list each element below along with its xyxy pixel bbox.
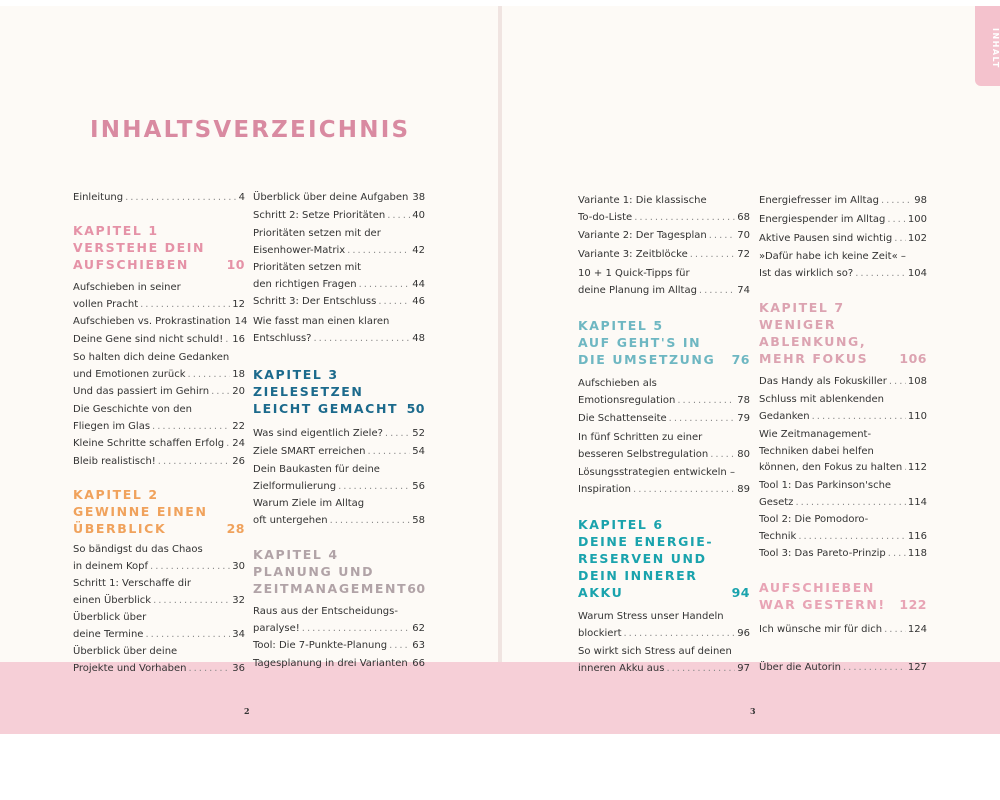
- entry-page: 16: [232, 334, 245, 345]
- entry-page: 114: [907, 496, 927, 508]
- toc-entry: [759, 478, 927, 511]
- entry-title-cont: Fliegen im Glas: [73, 420, 151, 432]
- toc-entry: [578, 644, 750, 677]
- toc-heading: INHALTSVERZEICHNIS: [90, 117, 411, 143]
- toc-entry: [578, 430, 750, 463]
- chapter-page: 28: [226, 521, 245, 536]
- toc-entry: [253, 496, 425, 529]
- toc-entry: [759, 622, 927, 639]
- chapter-page: 60: [407, 581, 426, 596]
- toc-entry: [73, 542, 245, 575]
- chapter-line: AUF GEHT'S IN: [578, 335, 702, 350]
- entry-page: 14: [234, 316, 248, 327]
- dot-leader: [150, 559, 230, 576]
- chapter-heading: [253, 546, 425, 597]
- chapter-line: DEIN INNERER: [578, 568, 698, 583]
- chapter-heading: [73, 486, 245, 537]
- entry-title-cont: Techniken dabei helfen: [759, 445, 874, 457]
- entry-title-cont: besseren Selbstregulation: [578, 448, 709, 460]
- entry-title: Überblick über: [73, 612, 147, 623]
- dot-leader: [894, 231, 906, 248]
- entry-title: Variante 3: Zeitblöcke: [578, 249, 688, 260]
- entry-page: 4: [238, 192, 245, 203]
- side-tab-label: INHALT: [991, 27, 1000, 69]
- entry-title: Wie Zeitmanagement-: [759, 429, 872, 440]
- dot-leader: [904, 460, 906, 477]
- chapter-line: AUFSCHIEBEN: [73, 257, 189, 272]
- entry-page: 102: [907, 233, 927, 244]
- entry-title: Kleine Schritte schaffen Erfolg: [73, 438, 225, 449]
- entry-title: Schritt 3: Der Entschluss: [253, 296, 377, 307]
- entry-page: 112: [907, 462, 927, 473]
- entry-title: Lösungsstrategien entwickeln –: [578, 467, 735, 478]
- entry-title: Aufschieben in seiner: [73, 282, 181, 293]
- entry-title-cont: paralyse!: [253, 622, 300, 634]
- entry-title: So halten dich deine Gedanken: [73, 352, 230, 363]
- entry-page: 70: [737, 230, 750, 241]
- entry-page: 26: [232, 456, 245, 467]
- entry-page: 62: [412, 622, 425, 634]
- entry-title: Deine Gene sind nicht schuld!: [73, 334, 224, 345]
- dot-leader: [795, 495, 905, 512]
- entry-title-cont: Ist das wirklich so?: [759, 267, 854, 279]
- entry-title: Das Handy als Fokuskiller: [759, 376, 887, 387]
- entry-page: 108: [907, 376, 927, 387]
- dot-leader: [188, 367, 231, 384]
- entry-page: 24: [232, 438, 245, 449]
- toc-entry: [578, 411, 750, 428]
- entry-title: Dein Baukasten für deine: [253, 464, 380, 475]
- entry-title: In fünf Schritten zu einer: [578, 432, 703, 443]
- chapter-page: 10: [226, 257, 245, 272]
- chapter-page: 50: [406, 401, 425, 416]
- entry-title: Tool: Die 7-Punkte-Planung: [253, 640, 388, 651]
- entry-title-cont: und Emotionen zurück: [73, 368, 186, 380]
- toc-entry: [759, 546, 927, 563]
- toc-entry: [73, 280, 245, 313]
- entry-page: 34: [232, 628, 245, 640]
- dot-leader: [338, 479, 410, 496]
- entry-title-cont: Emotionsregulation: [578, 394, 676, 406]
- entry-page: 118: [907, 548, 927, 559]
- entry-title-cont: oft untergehen: [253, 514, 328, 526]
- dot-leader: [211, 384, 230, 401]
- entry-title: Schluss mit ablenkenden: [759, 394, 885, 405]
- toc-entry: [759, 427, 927, 477]
- chapter-page: 94: [731, 585, 750, 600]
- entry-title-cont: Gedanken: [759, 410, 810, 422]
- entry-title-cont: vollen Pracht: [73, 298, 139, 310]
- entry-title-cont: Projekte und Vorhaben: [73, 662, 187, 674]
- toc-entry: [73, 350, 245, 383]
- chapter-line: AKKU: [578, 585, 624, 600]
- toc-entry: [578, 193, 750, 226]
- entry-title: Schritt 1: Verschaffe dir: [73, 578, 191, 589]
- dot-leader: [125, 190, 237, 207]
- entry-title: Überblick über deine: [73, 646, 178, 657]
- chapter-heading: [578, 317, 750, 368]
- dot-leader: [302, 621, 410, 638]
- entry-title: Ich wünsche mir für dich: [759, 624, 883, 635]
- chapter-page: 106: [899, 351, 927, 366]
- dot-leader: [889, 374, 906, 391]
- entry-title-cont: Technik: [759, 530, 797, 542]
- entry-page: 52: [412, 428, 425, 439]
- entry-title-cont: Zielformulierung: [253, 480, 337, 492]
- chapter-line: ZIELESETZEN: [253, 384, 364, 399]
- toc-entry: [73, 384, 245, 401]
- entry-page: 42: [412, 244, 425, 256]
- chapter-line: KAPITEL 6: [578, 517, 664, 532]
- entry-title-cont: deine Termine: [73, 628, 144, 640]
- entry-page: 66: [412, 658, 425, 669]
- toc-entry: [253, 426, 425, 443]
- entry-title: Ziele SMART erreichen: [253, 446, 366, 457]
- entry-page: 12: [232, 298, 245, 310]
- entry-page: 127: [907, 662, 927, 673]
- chapter-heading: [759, 299, 927, 367]
- dot-leader: [677, 393, 735, 410]
- entry-title: Aufschieben als: [578, 378, 657, 389]
- dot-leader: [330, 513, 411, 530]
- chapter-line: DEINE ENERGIE-: [578, 534, 714, 549]
- dot-leader: [666, 661, 735, 678]
- entry-title: Aktive Pausen sind wichtig: [759, 233, 893, 244]
- dot-leader: [313, 331, 410, 348]
- chapter-page: 122: [899, 597, 927, 612]
- entry-page: 104: [907, 267, 927, 279]
- dot-leader: [669, 411, 736, 428]
- chapter-line: KAPITEL 2: [73, 487, 159, 502]
- entry-page: 96: [737, 627, 750, 639]
- toc-entry: [253, 190, 425, 207]
- toc-entry: [73, 454, 245, 471]
- chapter-line: VERSTEHE DEIN: [73, 240, 206, 255]
- entry-title: Variante 2: Der Tagesplan: [578, 230, 707, 241]
- entry-title-cont: Eisenhower-Matrix: [253, 244, 346, 256]
- entry-page: 89: [737, 483, 750, 495]
- dot-leader: [690, 247, 736, 264]
- entry-page: 100: [907, 214, 927, 225]
- toc-entry: [253, 444, 425, 461]
- chapter-line: KAPITEL 4: [253, 547, 339, 562]
- dot-leader: [158, 454, 230, 471]
- entry-page: 36: [232, 662, 245, 674]
- entry-title: Und das passiert im Gehirn: [73, 386, 210, 397]
- entry-page: 18: [232, 368, 245, 380]
- toc-entry: [73, 436, 245, 453]
- entry-title: Warum Stress unser Handeln: [578, 611, 724, 622]
- entry-title: Bleib realistisch!: [73, 456, 156, 467]
- entry-title: Energiefresser im Alltag: [759, 195, 879, 206]
- chapter-line: AUFSCHIEBEN: [759, 580, 875, 595]
- dot-leader: [634, 210, 735, 227]
- entry-title: Tagesplanung in drei Varianten: [253, 658, 408, 669]
- chapter-page: 76: [731, 352, 750, 367]
- entry-page: 38: [412, 192, 426, 203]
- entry-title: Tool 1: Das Parkinson'sche: [759, 480, 892, 491]
- toc-entry: [759, 392, 927, 425]
- toc-entry: [759, 512, 927, 545]
- entry-title-cont: Inspiration: [578, 483, 632, 495]
- entry-title: Prioritäten setzen mit der: [253, 228, 381, 239]
- toc-entry: [759, 212, 927, 229]
- chapter-line: WAR GESTERN!: [759, 597, 886, 612]
- toc-entry: [759, 660, 927, 677]
- entry-title: So wirkt sich Stress auf deinen: [578, 646, 732, 657]
- toc-entry: [253, 656, 425, 673]
- side-tab: [975, 6, 1000, 86]
- entry-page: 40: [412, 210, 425, 221]
- entry-title: Tool 3: Das Pareto-Prinzip: [759, 548, 886, 559]
- chapter-line: WENIGER: [759, 317, 837, 332]
- entry-page: 44: [412, 278, 425, 290]
- chapter-line: RESERVEN UND: [578, 551, 707, 566]
- dot-leader: [888, 546, 906, 563]
- entry-page: 78: [737, 394, 750, 406]
- entry-title: Prioritäten setzen mit: [253, 262, 362, 273]
- dot-leader: [887, 212, 906, 229]
- toc-entry: [73, 402, 245, 435]
- entry-title-cont: in deinem Kopf: [73, 560, 149, 572]
- toc-entry: [73, 332, 245, 349]
- dot-leader: [385, 426, 410, 443]
- dot-leader: [710, 447, 735, 464]
- chapter-heading: [578, 516, 750, 601]
- entry-title: Warum Ziele im Alltag: [253, 498, 365, 509]
- toc-entry: [253, 604, 425, 637]
- entry-page: 46: [412, 296, 425, 307]
- chapter-line: MEHR FOKUS: [759, 351, 869, 366]
- chapter-line: ABLENKUNG,: [759, 334, 867, 349]
- chapter-line: DIE UMSETZUNG: [578, 352, 716, 367]
- entry-title-cont: einen Überblick: [73, 594, 152, 606]
- toc-entry: [253, 260, 425, 293]
- entry-title-cont: blockiert: [578, 627, 622, 639]
- entry-page: 22: [232, 420, 245, 432]
- entry-title: Wie fasst man einen klaren: [253, 316, 390, 327]
- toc-entry: [759, 249, 927, 282]
- dot-leader: [367, 444, 410, 461]
- toc-entry: [253, 638, 425, 655]
- entry-title: So bändigst du das Chaos: [73, 544, 203, 555]
- entry-page: 58: [412, 514, 425, 526]
- toc-entry: [73, 190, 245, 207]
- dot-leader: [798, 529, 906, 546]
- toc-entry: [578, 266, 750, 299]
- entry-title: Überblick über deine Aufgaben: [253, 192, 409, 203]
- dot-leader: [881, 193, 912, 210]
- toc-entry: [578, 228, 750, 245]
- entry-title: »Dafür habe ich keine Zeit« –: [759, 251, 906, 262]
- entry-title-cont: inneren Akku aus: [578, 662, 665, 674]
- entry-title: Was sind eigentlich Ziele?: [253, 428, 383, 439]
- entry-page: 124: [907, 624, 927, 635]
- chapter-line: KAPITEL 7: [759, 300, 845, 315]
- entry-title-cont: To-do-Liste: [578, 211, 633, 223]
- chapter-line: GEWINNE EINEN: [73, 504, 208, 519]
- entry-title-cont: Gesetz: [759, 496, 794, 508]
- right-page-margin: [975, 6, 1000, 662]
- toc-entry: [73, 576, 245, 609]
- entry-title: Aufschieben vs. Prokrastination: [73, 316, 231, 327]
- toc-entry: [73, 644, 245, 677]
- chapter-line: PLANUNG UND: [253, 564, 375, 579]
- toc-entry: [578, 247, 750, 264]
- dot-leader: [884, 622, 906, 639]
- dot-leader: [226, 436, 230, 453]
- dot-leader: [699, 283, 735, 300]
- toc-entry: [253, 462, 425, 495]
- entry-page: 68: [737, 211, 750, 223]
- entry-page: 97: [737, 662, 750, 674]
- entry-title: Energiespender im Alltag: [759, 214, 886, 225]
- dot-leader: [624, 626, 736, 643]
- chapter-line: ÜBERBLICK: [73, 521, 167, 536]
- entry-page: 110: [907, 410, 927, 422]
- chapter-heading: [759, 579, 927, 613]
- entry-page: 48: [412, 332, 425, 344]
- chapter-line: KAPITEL 3: [253, 367, 339, 382]
- toc-entry: [578, 376, 750, 409]
- entry-title: Einleitung: [73, 192, 124, 203]
- dot-leader: [225, 332, 230, 349]
- entry-title: Über die Autorin: [759, 662, 842, 673]
- entry-title: Die Geschichte von den: [73, 404, 193, 415]
- entry-title: Tool 2: Die Pomodoro-: [759, 514, 869, 525]
- entry-page: 98: [914, 195, 927, 206]
- entry-title: 10 + 1 Quick-Tipps für: [578, 268, 690, 279]
- chapter-line: ZEITMANAGEMENT: [253, 581, 408, 596]
- entry-title-cont: deine Planung im Alltag: [578, 284, 697, 296]
- page-number-left: 2: [244, 706, 250, 716]
- dot-leader: [152, 419, 230, 436]
- dot-leader: [410, 656, 411, 673]
- dot-leader: [145, 627, 230, 644]
- dot-leader: [140, 297, 230, 314]
- entry-page: 72: [737, 249, 750, 260]
- chapter-heading: [73, 222, 245, 273]
- dot-leader: [709, 228, 736, 245]
- dot-leader: [812, 409, 906, 426]
- toc-entry: [578, 465, 750, 498]
- toc-entry: [578, 609, 750, 642]
- entry-page: 80: [737, 448, 750, 460]
- toc-entry: [253, 208, 425, 225]
- toc-entry: [253, 226, 425, 259]
- entry-title: Die Schattenseite: [578, 413, 667, 424]
- entry-page: 116: [907, 530, 927, 542]
- chapter-line: KAPITEL 5: [578, 318, 664, 333]
- entry-page: 74: [737, 284, 750, 296]
- dot-leader: [153, 593, 230, 610]
- dot-leader: [843, 660, 906, 677]
- toc-entry: [73, 314, 248, 331]
- entry-title-cont: Entschluss?: [253, 332, 312, 344]
- toc-entry: [759, 231, 927, 248]
- toc-entry: [759, 193, 927, 210]
- entry-page: 54: [412, 446, 425, 457]
- chapter-line: LEICHT GEMACHT: [253, 401, 399, 416]
- entry-page: 63: [412, 640, 425, 651]
- dot-leader: [855, 266, 906, 283]
- dot-leader: [387, 208, 410, 225]
- toc-entry: [253, 294, 425, 311]
- toc-entry: [73, 610, 245, 643]
- entry-page: 30: [232, 560, 245, 572]
- dot-leader: [347, 243, 410, 260]
- entry-title: Schritt 2: Setze Prioritäten: [253, 210, 386, 221]
- chapter-heading: [253, 366, 425, 417]
- toc-entry: [253, 314, 425, 347]
- dot-leader: [359, 277, 411, 294]
- chapter-line: KAPITEL 1: [73, 223, 159, 238]
- dot-leader: [378, 294, 410, 311]
- entry-page: 79: [737, 413, 750, 424]
- entry-page: 56: [412, 480, 425, 492]
- page-number-right: 3: [750, 706, 756, 716]
- entry-title-cont: können, den Fokus zu halten: [759, 462, 903, 473]
- entry-title: Variante 1: Die klassische: [578, 195, 707, 206]
- entry-page: 20: [232, 386, 245, 397]
- dot-leader: [633, 482, 735, 499]
- dot-leader: [389, 638, 410, 655]
- entry-title-cont: den richtigen Fragen: [253, 278, 357, 290]
- entry-title: Raus aus der Entscheidungs-: [253, 606, 398, 617]
- entry-page: 32: [232, 594, 245, 606]
- toc-entry: [759, 374, 927, 391]
- dot-leader: [188, 661, 230, 678]
